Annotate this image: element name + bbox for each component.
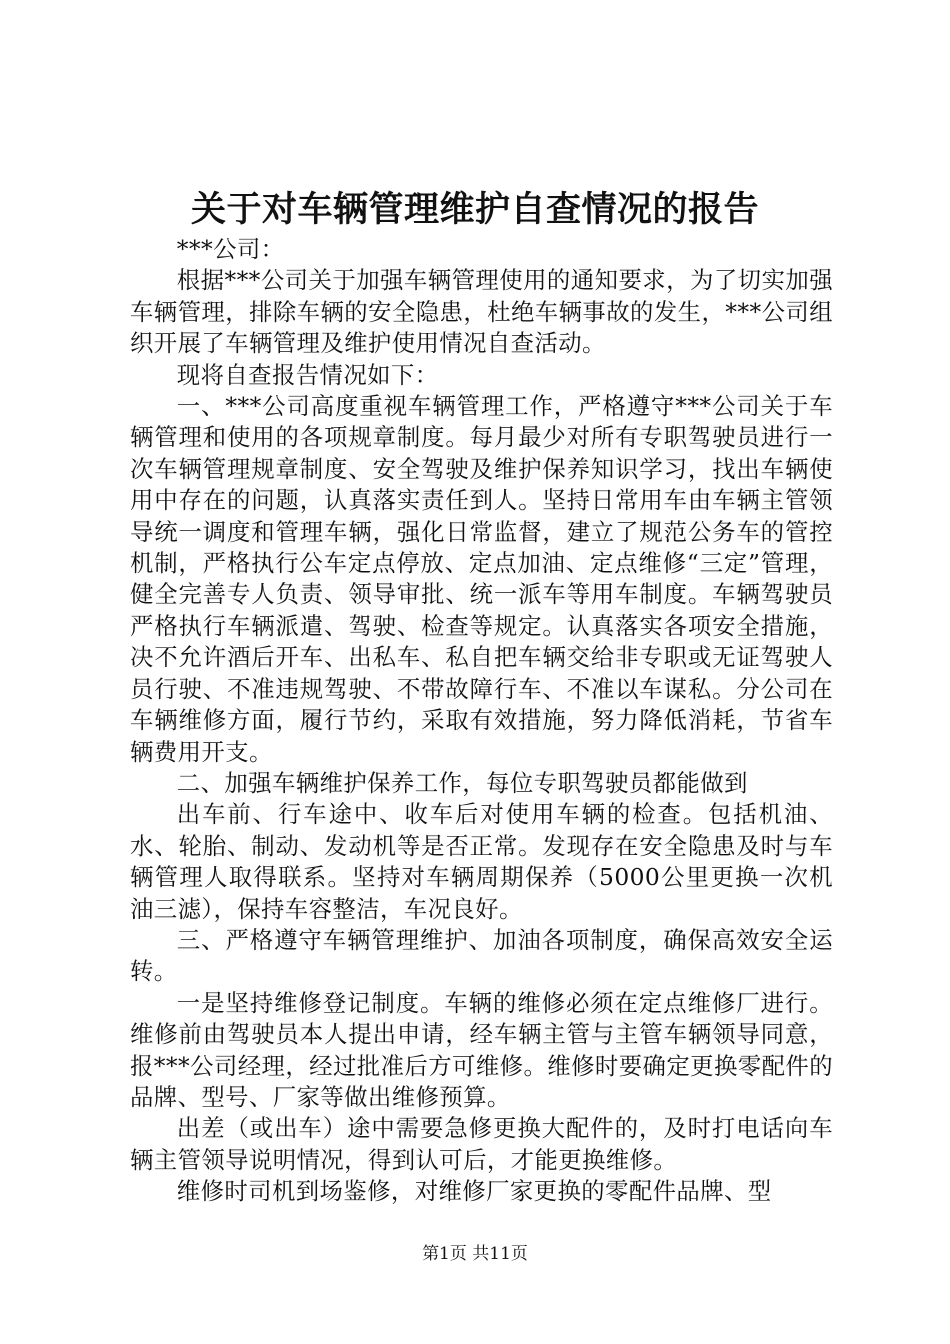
paragraph: 一是坚持维修登记制度。车辆的维修必须在定点维修厂进行。维修前由驾驶员本人提出申请，经车辆主管与主管车辆领导同意，报***公司经理，经过批准后方可维修。维修时要确定更换零配件的品牌、型号、厂家等做出维修预算。 bbox=[130, 988, 833, 1111]
paragraph: 维修时司机到场鉴修，对维修厂家更换的零配件品牌、型 bbox=[176, 1177, 772, 1206]
page-number-footer: 第1页 共11页 bbox=[422, 1244, 528, 1264]
paragraph: 三、严格遵守车辆管理维护、加油各项制度，确保高效安全运转。 bbox=[130, 925, 833, 986]
document-title: 关于对车辆管理维护自查情况的报告 bbox=[190, 189, 759, 230]
document-body bbox=[130, 234, 833, 1208]
salutation: ***公司： bbox=[176, 235, 285, 263]
paragraph: 出差（或出车）途中需要急修更换大配件的，及时打电话向车辆主管领导说明情况，得到认可后，才能更换维修。 bbox=[130, 1114, 833, 1174]
paragraph: 根据***公司关于加强车辆管理使用的通知要求，为了切实加强车辆管理，排除车辆的安全隐患，杜绝车辆事故的发生，***公司组织开展了车辆管理及维护使用情况自查活动。 bbox=[130, 266, 833, 358]
paragraph: 二、加强车辆维护保养工作，每位专职驾驶员都能做到 bbox=[176, 768, 748, 797]
paragraph: 现将自查报告情况如下： bbox=[176, 360, 439, 389]
paragraph: 一、***公司高度重视车辆管理工作，严格遵守***公司关于车辆管理和使用的各项规章制度。每月最少对所有专职驾驶员进行一次车辆管理规章制度、安全驾驶及维护保养知识学习，找出车辆使用中存在的问题，认真落实责任到人。坚持日常用车由车辆主管领导统一调度和管理车辆，强化日常监督，建立了规范公务车的管控机制，严格执行公车定点停放、定点加油、定点维修“三定”管理，健全完善专人负责、领导审批、统一派车等用车制度。车辆驾驶员严格执行车辆派遣、驾驶、检查等规定。认真落实各项安全措施，决不允许酒后开车、出私车、私自把车辆交给非专职或无证驾驶人员行驶、不准违规驾驶、不带故障行车、不准以车谋私。分公司在车辆维修方面，履行节约，采取有效措施，努力降低消耗，节省车辆费用开支。 bbox=[130, 392, 833, 766]
paragraph: 出车前、行车途中、收车后对使用车辆的检查。包括机油、水、轮胎、制动、发动机等是否正常。发现存在安全隐患及时与车辆管理人取得联系。坚持对车辆周期保养（5000公里更换一次机油三滤），保持车容整洁，车况良好。 bbox=[130, 800, 833, 923]
